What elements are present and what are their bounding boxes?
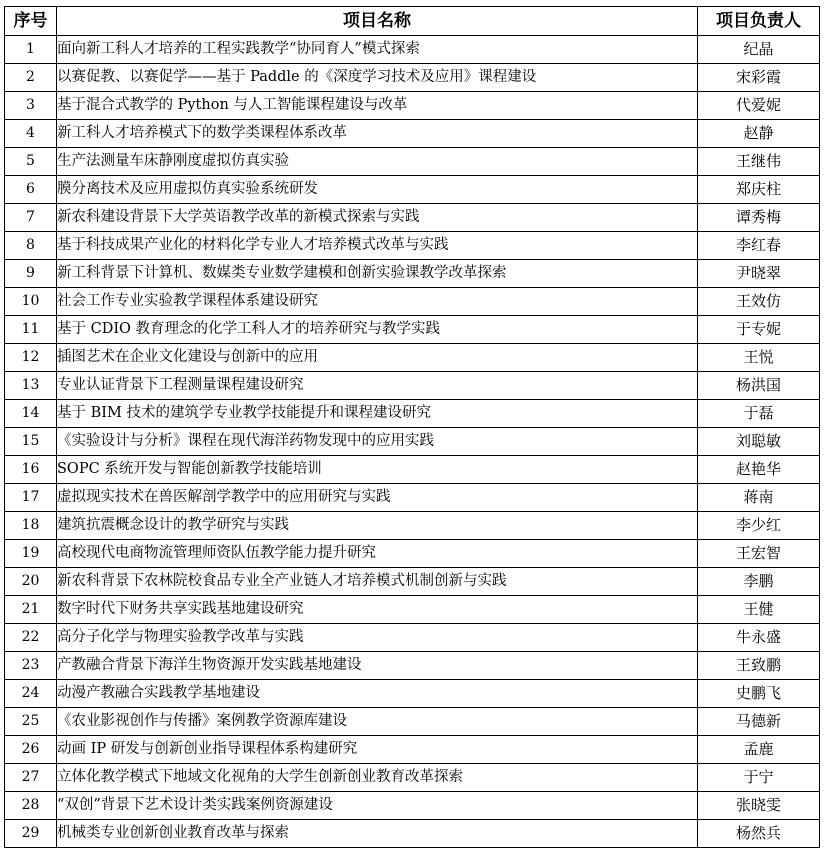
row-number: 4 [5,120,57,148]
row-number: 29 [5,820,57,848]
row-number: 1 [5,36,57,64]
row-number: 16 [5,456,57,484]
project-leader: 郑庆柱 [698,176,820,204]
table-row [5,484,820,512]
table-row [5,428,820,456]
project-leader: 张晓雯 [698,792,820,820]
table-row [5,92,820,120]
row-number: 22 [5,624,57,652]
project-leader: 于磊 [698,400,820,428]
table-body [5,36,820,848]
project-name: 膜分离技术及应用虚拟仿真实验系统研发 [57,176,698,204]
table-row [5,680,820,708]
table-row [5,708,820,736]
project-name: 基于科技成果产业化的材料化学专业人才培养模式改革与实践 [57,232,698,260]
table-row [5,624,820,652]
project-name: 虚拟现实技术在兽医解剖学教学中的应用研究与实践 [57,484,698,512]
project-leader: 代爱妮 [698,92,820,120]
table-row [5,792,820,820]
table-row [5,568,820,596]
header-row [5,7,820,36]
project-name: 动漫产教融合实践教学基地建设 [57,680,698,708]
project-leader: 牛永盛 [698,624,820,652]
project-leader: 刘聪敏 [698,428,820,456]
table-row [5,36,820,64]
project-name: SOPC 系统开发与智能创新教学技能培训 [57,456,698,484]
project-leader: 赵静 [698,120,820,148]
project-leader: 杨洪国 [698,372,820,400]
header-project-leader: 项目负责人 [698,7,820,36]
project-name: 专业认证背景下工程测量课程建设研究 [57,372,698,400]
project-name: 数字时代下财务共享实践基地建设研究 [57,596,698,624]
project-name: 新农科背景下农林院校食品专业全产业链人才培养模式机制创新与实践 [57,568,698,596]
row-number: 7 [5,204,57,232]
table-row [5,400,820,428]
row-number: 28 [5,792,57,820]
project-name: 基于 BIM 技术的建筑学专业教学技能提升和课程建设研究 [57,400,698,428]
table-row [5,260,820,288]
row-number: 19 [5,540,57,568]
project-name: 机械类专业创新创业教育改革与探索 [57,820,698,848]
project-name: 插图艺术在企业文化建设与创新中的应用 [57,344,698,372]
row-number: 17 [5,484,57,512]
project-name: 新工科背景下计算机、数媒类专业数学建模和创新实验课教学改革探索 [57,260,698,288]
project-leader: 宋彩霞 [698,64,820,92]
row-number: 14 [5,400,57,428]
project-leader: 尹晓翠 [698,260,820,288]
row-number: 25 [5,708,57,736]
row-number: 27 [5,764,57,792]
table-row [5,232,820,260]
table-row [5,176,820,204]
project-name: 面向新工科人才培养的工程实践教学“协同育人”模式探索 [57,36,698,64]
table-row [5,736,820,764]
row-number: 3 [5,92,57,120]
table-row [5,372,820,400]
project-leader: 史鹏飞 [698,680,820,708]
row-number: 24 [5,680,57,708]
table-row [5,652,820,680]
row-number: 18 [5,512,57,540]
project-leader: 王效仿 [698,288,820,316]
project-name: 基于混合式教学的 Python 与人工智能课程建设与改革 [57,92,698,120]
row-number: 5 [5,148,57,176]
row-number: 12 [5,344,57,372]
project-leader: 王继伟 [698,148,820,176]
project-leader: 谭秀梅 [698,204,820,232]
table-row [5,540,820,568]
project-name: 立体化教学模式下地域文化视角的大学生创新创业教育改革探索 [57,764,698,792]
project-leader: 杨然兵 [698,820,820,848]
project-leader: 马德新 [698,708,820,736]
table-row [5,316,820,344]
row-number: 23 [5,652,57,680]
table-header [5,7,820,36]
project-leader: 赵艳华 [698,456,820,484]
header-number: 序号 [5,7,57,36]
row-number: 15 [5,428,57,456]
table-row [5,596,820,624]
row-number: 6 [5,176,57,204]
row-number: 20 [5,568,57,596]
header-project-name: 项目名称 [57,7,698,36]
row-number: 13 [5,372,57,400]
project-leader: 王宏智 [698,540,820,568]
row-number: 10 [5,288,57,316]
project-leader: 王致鹏 [698,652,820,680]
table-row [5,512,820,540]
row-number: 2 [5,64,57,92]
row-number: 21 [5,596,57,624]
project-leader: 李鹏 [698,568,820,596]
project-name: 社会工作专业实验教学课程体系建设研究 [57,288,698,316]
project-name: 生产法测量车床静刚度虚拟仿真实验 [57,148,698,176]
table-row [5,64,820,92]
project-name: 新工科人才培养模式下的数学类课程体系改革 [57,120,698,148]
project-name: “双创”背景下艺术设计类实践案例资源建设 [57,792,698,820]
project-name: 基于 CDIO 教育理念的化学工科人才的培养研究与教学实践 [57,316,698,344]
project-leader: 李少红 [698,512,820,540]
project-leader: 王悦 [698,344,820,372]
table-row [5,204,820,232]
row-number: 26 [5,736,57,764]
project-name: 产教融合背景下海洋生物资源开发实践基地建设 [57,652,698,680]
project-leader: 李红春 [698,232,820,260]
project-leader: 于专妮 [698,316,820,344]
table-row [5,148,820,176]
project-name: 《农业影视创作与传播》案例教学资源库建设 [57,708,698,736]
table-row [5,344,820,372]
row-number: 8 [5,232,57,260]
table-row [5,764,820,792]
table-row [5,288,820,316]
project-name: 以赛促教、以赛促学——基于 Paddle 的《深度学习技术及应用》课程建设 [57,64,698,92]
row-number: 11 [5,316,57,344]
project-name: 高分子化学与物理实验教学改革与实践 [57,624,698,652]
project-leader: 于宁 [698,764,820,792]
table-row [5,456,820,484]
project-name: 建筑抗震概念设计的教学研究与实践 [57,512,698,540]
project-leader: 王健 [698,596,820,624]
project-name: 新农科建设背景下大学英语教学改革的新模式探索与实践 [57,204,698,232]
project-leader: 纪晶 [698,36,820,64]
row-number: 9 [5,260,57,288]
project-name: 《实验设计与分析》课程在现代海洋药物发现中的应用实践 [57,428,698,456]
table-row [5,120,820,148]
table-row [5,820,820,848]
project-leader: 蒋南 [698,484,820,512]
project-name: 动画 IP 研发与创新创业指导课程体系构建研究 [57,736,698,764]
project-table [4,6,820,848]
project-leader: 孟鹿 [698,736,820,764]
project-name: 高校现代电商物流管理师资队伍教学能力提升研究 [57,540,698,568]
